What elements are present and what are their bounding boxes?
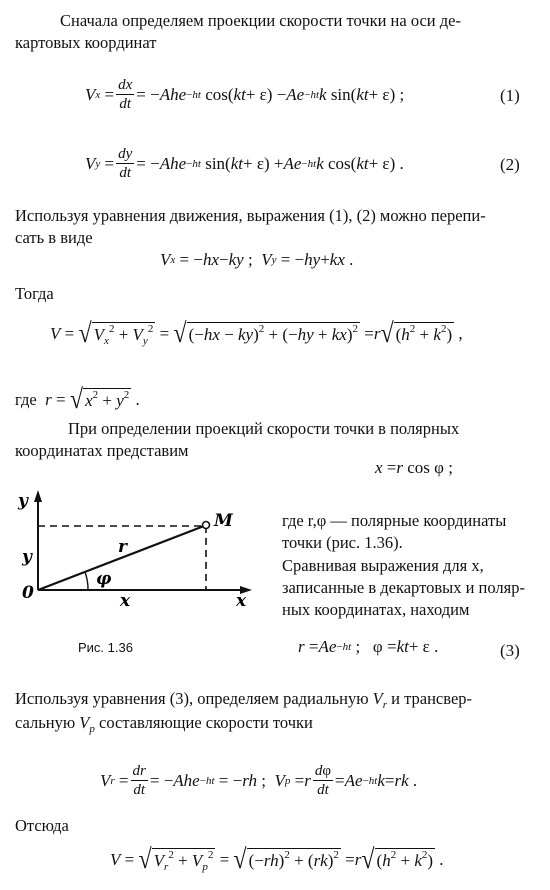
equation-x-polar: x = r cos φ ; xyxy=(375,458,453,477)
side-text-line5: ных координатах, находим xyxy=(282,600,470,619)
equation-v-magnitude: V = √ $V_x^2 + V_y^2$ = √ (−hx − ky)$^2$ + (−hy + kx)$^2$ = r √ $(h^2 + k^2)$ , xyxy=(50,319,463,349)
label-x-projection: x xyxy=(120,591,131,611)
paragraph-radial-line2: сальную $V_p$ составляющие скорости точки xyxy=(15,713,313,735)
equation-vx-vy-simple: V x = − hx − ky ; V y = − hy + kx . xyxy=(160,250,354,269)
paragraph-motion-line1: Используя уравнения движения, выражения (1), (2) можно перепи- xyxy=(15,206,486,225)
label-origin: 0 xyxy=(22,583,34,603)
point-m xyxy=(203,522,210,529)
paragraph-polar-line2: координатах представим xyxy=(15,441,189,460)
equation-r-phi: r = Ae −ht ; φ = kt + ε . xyxy=(298,637,439,656)
paragraph-radial-line1: Используя уравнения (3), определяем радиальную $V_r$ и трансвер- xyxy=(15,689,473,711)
figure-1-36 xyxy=(8,482,278,612)
word-otsyuda: Отсюда xyxy=(15,816,69,835)
y-axis-arrow-icon xyxy=(34,490,42,502)
paragraph-radial-text1b: и трансвер- xyxy=(391,689,473,708)
word-gde: где xyxy=(15,390,37,409)
paragraph-motion-line2: сать в виде xyxy=(15,228,93,247)
paragraph-radial-text2b: составляющие скорости точки xyxy=(99,713,313,732)
equation-v-polar: V = √ $V_r^2 + V_p^2$ = √ $(-rh)^2 + (rk)^2$ = r √ $(h^2 + k^2)$ . xyxy=(110,845,444,875)
side-text-line2: точки (рис. 1.36). xyxy=(282,533,403,552)
paragraph-intro-line1: Сначала определяем проекции скорости точки на оси де- xyxy=(60,11,461,30)
equation-vy: V y = $\frac{dy}{dt}$ = − Ahe −ht sin( kt + ε) + Ae −ht k cos( kt + ε) . xyxy=(85,146,404,181)
label-y-axis: y xyxy=(18,491,28,511)
equation-vx: V x = $\frac{dx}{dt}$ = − Ahe −ht cos( kt + ε) − Ae −ht k sin( kt + ε) ; xyxy=(85,77,405,112)
side-text-line4: записанные в декартовых и поляр- xyxy=(282,578,525,597)
side-text-line1: где r,φ — полярные координаты xyxy=(282,511,507,530)
equation-number-1: (1) xyxy=(500,86,520,105)
equation-vr-vp: V r = $\frac{dr}{dt}$ = − Ahe −ht = − rh ; V p = r $\frac{d\varphi}{dt}$ = Ae −ht k = rk . xyxy=(100,763,418,798)
equation-number-3: (3) xyxy=(500,641,520,660)
label-radius: r xyxy=(118,537,127,557)
paragraph-radial-text1: Используя уравнения (3), определяем радиальную xyxy=(15,689,369,708)
paragraph-radial-text2a: сальную xyxy=(15,713,76,732)
radius-vector xyxy=(38,526,204,590)
word-togda: Тогда xyxy=(15,284,54,303)
equation-r-definition: где r = √ $x^2 + y^2$ . xyxy=(15,385,140,415)
paragraph-intro-line2: картовых координат xyxy=(15,33,157,52)
paragraph-polar-line1: При определении проекций скорости точки в полярных xyxy=(68,419,460,438)
label-angle-phi: φ xyxy=(96,569,112,589)
figure-caption: Рис. 1.36 xyxy=(78,640,133,655)
angle-arc xyxy=(85,572,88,590)
label-point-m: M xyxy=(214,511,233,531)
equation-number-2: (2) xyxy=(500,155,520,174)
label-x-axis: x xyxy=(236,591,247,611)
label-y-projection: y xyxy=(22,547,32,567)
side-text-line3: Сравнивая выражения для x, xyxy=(282,556,484,575)
